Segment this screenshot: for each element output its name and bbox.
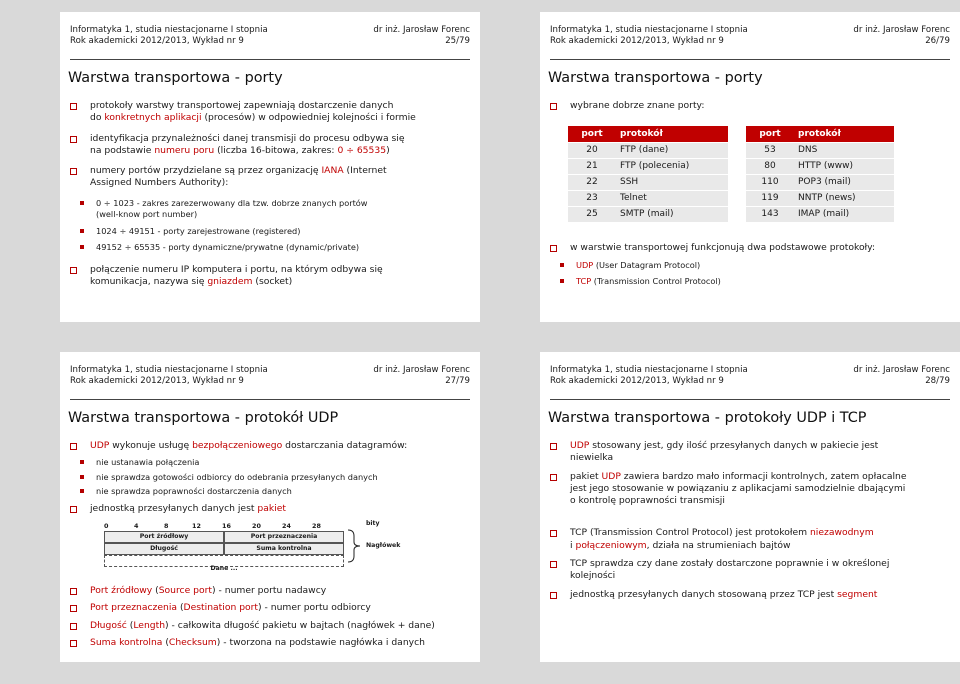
bit-label: 28 [312, 522, 321, 530]
slide-26 [540, 12, 960, 322]
highlight-text: konkretnych aplikacji [104, 112, 202, 124]
bullet-text: na podstawie [90, 144, 155, 156]
slide-27 [60, 352, 480, 662]
bullet-text: komunikacja, nazywa się [90, 276, 208, 288]
highlight-text: połączeniowym [575, 539, 647, 551]
bullet [68, 585, 468, 597]
bullet [548, 471, 948, 508]
sub-bullet: 1024 ÷ 49151 - porty zarejestrowane (registered) [68, 226, 468, 238]
highlight-text: Length [133, 619, 166, 631]
slide-title: Warstwa transportowa - porty [68, 70, 283, 86]
bullet-text: dostarczania datagramów: [282, 440, 408, 451]
bits-unit-label: bity [366, 520, 380, 527]
table-row [746, 206, 894, 222]
bullet-text: ( [126, 619, 134, 631]
bit-label: 8 [164, 522, 169, 530]
highlight-text: IANA [321, 165, 344, 177]
bullet [68, 637, 468, 649]
bullet-text: ( [152, 585, 159, 596]
table-row [568, 158, 728, 174]
bullet [548, 527, 948, 552]
bullet-text: (socket) [252, 276, 293, 288]
author: dr inż. Jarosław Forenc [373, 365, 470, 375]
highlight-text: segment [837, 588, 878, 600]
slide-body [68, 585, 468, 657]
page-number: 26/79 [925, 36, 950, 46]
bit-label: 20 [252, 522, 261, 530]
sub-bullet-text: 0 ÷ 1023 - zakres zarezerwowany dla tzw. dobrze znanych portów [96, 197, 368, 208]
slide-title: Warstwa transportowa - protokoły UDP i TCP [548, 410, 867, 426]
port-cell: 20 [568, 142, 616, 158]
protocol-cell: SMTP (mail) [616, 206, 728, 222]
slide-header [70, 24, 470, 60]
highlight-text: TCP [576, 276, 592, 287]
highlight-text: Destination port [183, 602, 259, 614]
bullet [68, 440, 468, 452]
bullet-text: ) - numer portu nadawcy [212, 585, 327, 596]
protocol-cell: DNS [794, 142, 894, 158]
sub-bullet: nie ustanawia połączenia [68, 457, 468, 469]
academic-year: Rok akademicki 2012/2013, Wykład nr 9 [70, 36, 244, 46]
slide-25 [60, 12, 480, 322]
sub-bullet: nie sprawdza poprawności dostarczenia danych [68, 486, 468, 498]
bullet-text: ) - całkowita długość pakietu w bajtach (nagłówek + dane) [165, 619, 435, 631]
port-cell: 23 [568, 190, 616, 206]
bullet-text: pakiet [570, 470, 602, 482]
page-number: 27/79 [445, 376, 470, 386]
port-cell: 22 [568, 174, 616, 190]
bullet [68, 165, 468, 190]
bit-label: 12 [192, 522, 201, 530]
slide-title: Warstwa transportowa - protokół UDP [68, 410, 339, 426]
highlight-text: Długość [90, 619, 127, 631]
bullet-text: (procesów) w odpowiedniej kolejności i formie [201, 112, 416, 124]
bullet [68, 503, 468, 515]
bullet: wybrane dobrze znane porty: [548, 100, 948, 112]
academic-year: Rok akademicki 2012/2013, Wykład nr 9 [70, 376, 244, 386]
highlight-text: bezpołączeniowego [192, 440, 283, 451]
sub-bullet-text: (User Datagram Protocol) [593, 259, 701, 270]
table-row [568, 206, 728, 222]
highlight-text: UDP [576, 259, 594, 270]
ports-table-left [568, 126, 728, 222]
field-checksum: Suma kontrolna [224, 543, 344, 555]
port-cell: 143 [746, 206, 794, 222]
field-length: Długość [104, 543, 224, 555]
bullet-text: TCP sprawdza czy dane zostały dostarczone poprawnie i w określonej [570, 558, 890, 570]
port-cell: 80 [746, 158, 794, 174]
protocol-cell: FTP (dane) [616, 142, 728, 158]
slide-header [550, 24, 950, 60]
table-row [746, 190, 894, 206]
bullet [548, 589, 948, 601]
highlight-text: Source port [158, 585, 212, 596]
table-row [568, 190, 728, 206]
slide-body [68, 100, 468, 296]
bullet [68, 133, 468, 158]
page-number: 28/79 [925, 376, 950, 386]
bit-label: 16 [222, 522, 231, 530]
udp-header-diagram [90, 522, 420, 578]
field-destination-port: Port przeznaczenia [224, 531, 344, 543]
highlight-text: pakiet [257, 502, 286, 514]
col-header: protokół [616, 126, 728, 142]
bullet-text: protokoły warstwy transportowej zapewniają dostarczenie danych [90, 100, 394, 111]
table-row [568, 174, 728, 190]
bullet-text: , działa na strumieniach bajtów [646, 539, 791, 551]
sub-bullet [68, 198, 468, 221]
sub-bullet-text: (Transmission Control Protocol) [591, 276, 721, 287]
bullet-text: (liczba 16-bitowa, zakres: [214, 144, 338, 156]
highlight-text: Port przeznaczenia [90, 602, 178, 614]
author: dr inż. Jarosław Forenc [373, 25, 470, 35]
udp-row [104, 531, 344, 543]
bullet-text: jest jego stosowanie w powiązaniu z aplikacjami samodzielnie dbającymi [570, 482, 906, 494]
highlight-text: Suma kontrolna [90, 636, 163, 648]
bullet-text: kolejności [570, 570, 616, 582]
course-name: Informatyka 1, studia niestacjonarne I stopnia [70, 365, 268, 375]
bullet [68, 602, 468, 614]
protocol-cell: Telnet [616, 190, 728, 206]
table-row [746, 142, 894, 158]
academic-year: Rok akademicki 2012/2013, Wykład nr 9 [550, 36, 724, 46]
col-header: port [746, 126, 794, 142]
port-cell: 119 [746, 190, 794, 206]
highlight-text: UDP [601, 470, 621, 482]
udp-row [104, 543, 344, 555]
protocol-cell: SSH [616, 174, 728, 190]
highlight-text: UDP [90, 440, 110, 451]
bullet-text: (Internet [343, 165, 387, 177]
author: dr inż. Jarosław Forenc [853, 25, 950, 35]
bullet [548, 440, 948, 465]
bullet-text: połączenie numeru IP komputera i portu, na którym odbywa się [90, 263, 383, 275]
page-number: 25/79 [445, 36, 470, 46]
protocol-cell: NNTP (news) [794, 190, 894, 206]
bullet [68, 100, 468, 125]
bullet-text: i [570, 539, 576, 551]
bullet-text: stosowany jest, gdy ilość przesyłanych danych w pakiecie jest [589, 440, 879, 451]
bullet-text: ( [177, 602, 184, 614]
field-source-port: Port źródłowy [104, 531, 224, 543]
bullet-text: niewielka [570, 452, 614, 464]
sub-bullet: 49152 ÷ 65535 - porty dynamiczne/prywatne (dynamic/private) [68, 242, 468, 254]
bullet [68, 620, 468, 632]
bullet-text: jednostką przesyłanych danych stosowaną przez TCP jest [570, 588, 838, 600]
bullet [548, 558, 948, 583]
highlight-text: Checksum [168, 636, 217, 648]
bullet-text: ) - tworzona na podstawie nagłówka i danych [216, 636, 425, 648]
academic-year: Rok akademicki 2012/2013, Wykład nr 9 [550, 376, 724, 386]
course-name: Informatyka 1, studia niestacjonarne I stopnia [550, 25, 748, 35]
sub-bullet-text: (well-know port number) [96, 209, 198, 220]
table-row [568, 142, 728, 158]
port-cell: 53 [746, 142, 794, 158]
col-header: port [568, 126, 616, 142]
slide-title: Warstwa transportowa - porty [548, 70, 763, 86]
header-label: Nagłówek [366, 542, 401, 549]
slide-body [548, 100, 948, 293]
bullet-text: o kontrolę poprawności transmisji [570, 495, 725, 507]
slide-header [70, 364, 470, 400]
course-name: Informatyka 1, studia niestacjonarne I stopnia [550, 365, 748, 375]
protocol-cell: HTTP (www) [794, 158, 894, 174]
sub-bullet: nie sprawdza gotowości odbiorcy do odebrania przesyłanych danych [68, 472, 468, 484]
highlight-text: 0 ÷ 65535 [337, 144, 387, 156]
bullet-text: ( [162, 636, 169, 648]
author: dr inż. Jarosław Forenc [853, 365, 950, 375]
protocol-cell: IMAP (mail) [794, 206, 894, 222]
bullet-text: TCP (Transmission Control Protocol) jest protokołem [570, 527, 810, 539]
ports-tables [548, 126, 948, 222]
bullet-text: zawiera bardzo mało informacji kontrolnych, zatem opłacalne [620, 470, 907, 482]
slide-body [68, 440, 468, 523]
table-row [746, 158, 894, 174]
bullet-text: do [90, 112, 105, 124]
ports-table-right [746, 126, 894, 222]
bit-label: 4 [134, 522, 139, 530]
bit-label: 24 [282, 522, 291, 530]
col-header: protokół [794, 126, 894, 142]
udp-data-row [104, 555, 344, 572]
sub-bullet [548, 276, 948, 288]
bullet-text: numery portów przydzielane są przez organizację [90, 165, 322, 177]
highlight-text: UDP [570, 440, 590, 451]
port-cell: 25 [568, 206, 616, 222]
slide-header [550, 364, 950, 400]
bullet [68, 264, 468, 289]
bullet-text: Assigned Numbers Authority): [90, 177, 229, 189]
table-row [746, 174, 894, 190]
bullet-text: jednostką przesyłanych danych jest [90, 502, 258, 514]
field-data: Dane ... [104, 555, 344, 567]
slide-body [548, 440, 948, 609]
bullet-text: ) - numer portu odbiorcy [258, 602, 371, 614]
highlight-text: niezawodnym [809, 527, 874, 539]
protocol-cell: FTP (polecenia) [616, 158, 728, 174]
highlight-text: Port źródłowy [90, 585, 153, 596]
bit-label: 0 [104, 522, 109, 530]
highlight-text: numeru poru [154, 144, 215, 156]
port-cell: 110 [746, 174, 794, 190]
bullet-text: wykonuje usługę [109, 440, 193, 451]
bullet: w warstwie transportowej funkcjonują dwa podstawowe protokoły: [548, 242, 948, 254]
course-name: Informatyka 1, studia niestacjonarne I stopnia [70, 25, 268, 35]
highlight-text: gniazdem [207, 276, 253, 288]
port-cell: 21 [568, 158, 616, 174]
bullet-text: ) [386, 144, 390, 156]
sub-bullet [548, 260, 948, 272]
slide-28 [540, 352, 960, 662]
bullet-text: identyfikacja przynależności danej transmisji do procesu odbywa się [90, 132, 405, 144]
protocol-cell: POP3 (mail) [794, 174, 894, 190]
